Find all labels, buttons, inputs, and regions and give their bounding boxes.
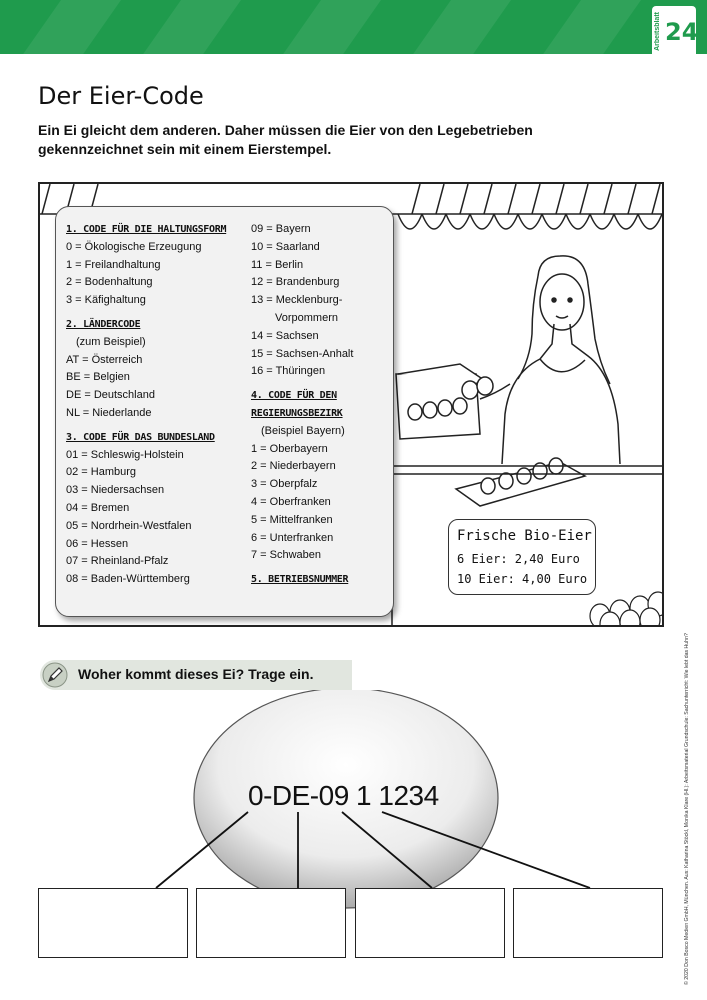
answer-box-3[interactable] bbox=[355, 888, 505, 958]
price-sign bbox=[448, 519, 596, 595]
info-item: (zum Beispiel) bbox=[76, 335, 146, 348]
intro-text: Ein Ei gleicht dem anderen. Daher müssen die Eier von den Legebetrieben gekennzeichnet sein mit einem Eierstempel. bbox=[38, 122, 533, 157]
answer-box-1[interactable] bbox=[38, 888, 188, 958]
answer-box-4[interactable] bbox=[513, 888, 663, 958]
price-sign-title: Frische Bio-Eier bbox=[457, 528, 592, 544]
price-line-10-eggs: 10 Eier: 4,00 Euro bbox=[457, 572, 588, 586]
info-item: 08 = Baden-Württemberg bbox=[66, 573, 190, 586]
info-item: 1 = Freilandhaltung bbox=[66, 258, 161, 271]
info-column-right bbox=[251, 221, 391, 589]
info-item: (Beispiel Bayern) bbox=[261, 424, 345, 437]
info-item: 13 = Mecklenburg- bbox=[251, 294, 343, 307]
info-item: 02 = Hamburg bbox=[66, 466, 137, 479]
badge-number: 24 bbox=[665, 18, 699, 46]
info-item: 6 = Unterfranken bbox=[251, 531, 334, 544]
info-item: 01 = Schleswig-Holstein bbox=[66, 448, 184, 461]
info-heading: REGIERUNGSBEZIRK bbox=[251, 407, 343, 419]
info-item: 05 = Nordrhein-Westfalen bbox=[66, 519, 192, 532]
info-item: 07 = Rheinland-Pfalz bbox=[66, 555, 169, 568]
info-heading: 1. CODE FÜR DIE HALTUNGSFORM bbox=[66, 224, 227, 235]
info-item: 1 = Oberbayern bbox=[251, 442, 328, 455]
info-item: 3 = Oberpfalz bbox=[251, 478, 318, 491]
info-item: 10 = Saarland bbox=[251, 240, 320, 253]
vendor-figure bbox=[480, 256, 620, 464]
task-bar bbox=[40, 660, 352, 690]
info-item: 0 = Ökologische Erzeugung bbox=[66, 240, 202, 253]
info-item: 09 = Bayern bbox=[251, 223, 311, 235]
badge-label: Arbeitsblatt bbox=[654, 12, 661, 51]
egg-stamp-code: 0-DE-09 1 1234 bbox=[248, 780, 439, 811]
egg-diagram bbox=[0, 690, 707, 970]
copyright-note: © 2020 Don Bosco Medien GmbH, München. Aus: Katharina Stöckl, Monika Klare (Hl.): Arbeitsmaterial Grundschule: Sachunterricht: Wie lebt das Huhn? bbox=[684, 633, 690, 985]
egg-code-info-panel bbox=[55, 206, 394, 617]
header-banner bbox=[0, 0, 707, 54]
info-heading: 4. CODE FÜR DEN bbox=[251, 390, 337, 402]
info-item: 4 = Oberfranken bbox=[251, 495, 331, 508]
info-item: 04 = Bremen bbox=[66, 501, 130, 514]
market-stall-illustration bbox=[38, 182, 664, 627]
info-item: 06 = Hessen bbox=[66, 537, 129, 550]
info-item: 14 = Sachsen bbox=[251, 329, 319, 342]
worksheet-badge bbox=[652, 6, 699, 54]
info-item: 5 = Mittelfranken bbox=[251, 513, 333, 526]
page-title: Der Eier-Code bbox=[38, 82, 204, 110]
info-item: 03 = Niedersachsen bbox=[66, 484, 165, 497]
info-item: 16 = Thüringen bbox=[251, 365, 326, 378]
info-item: BE = Belgien bbox=[66, 371, 130, 384]
info-item: DE = Deutschland bbox=[66, 389, 155, 402]
info-item: 2 = Niederbayern bbox=[251, 460, 336, 473]
price-line-6-eggs: 6 Eier: 2,40 Euro bbox=[457, 552, 580, 566]
info-item: 3 = Käfighaltung bbox=[66, 294, 146, 307]
egg-cartons bbox=[396, 364, 585, 506]
pencil-icon bbox=[42, 662, 68, 688]
info-item: 12 = Brandenburg bbox=[251, 276, 340, 289]
info-heading: 5. BETRIEBSNUMMER bbox=[251, 574, 349, 586]
info-item: 15 = Sachsen-Anhalt bbox=[251, 347, 354, 360]
info-item: 2 = Bodenhaltung bbox=[66, 276, 153, 289]
info-column-left bbox=[66, 221, 246, 589]
info-item: AT = Österreich bbox=[66, 353, 143, 366]
info-item: 11 = Berlin bbox=[251, 258, 304, 271]
info-item: Vorpommern bbox=[275, 311, 338, 324]
info-item: 7 = Schwaben bbox=[251, 549, 322, 562]
info-heading: 2. LÄNDERCODE bbox=[66, 318, 141, 330]
info-item: NL = Niederlande bbox=[66, 406, 152, 419]
answer-box-2[interactable] bbox=[196, 888, 346, 958]
task-text: Woher kommt dieses Ei? Trage ein. bbox=[78, 666, 314, 682]
info-heading: 3. CODE FÜR DAS BUNDESLAND bbox=[66, 431, 215, 443]
